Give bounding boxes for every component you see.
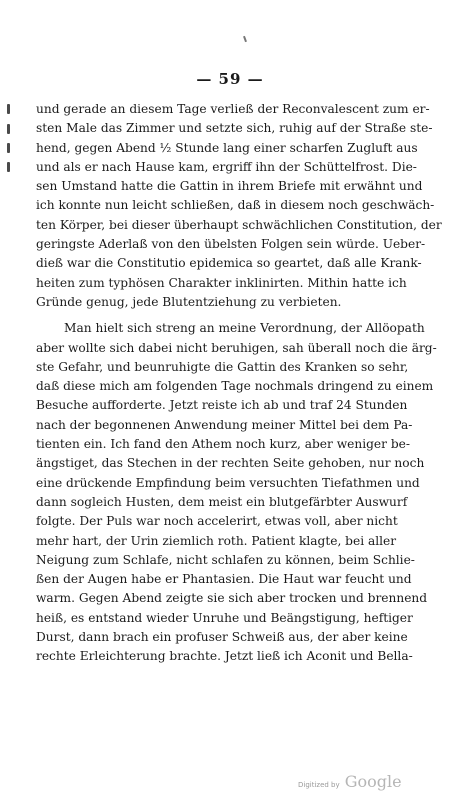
text-line: nach der begonnenen Anwendung meiner Mittel bei dem Pa- [36, 417, 413, 432]
text-line: Man hielt sich streng an meine Verordnung, der Allöopath [64, 321, 425, 336]
text-line: daß diese mich am folgenden Tage nochmals dringend zu einem [36, 379, 434, 394]
text-line: Neigung zum Schlafe, nicht schlafen zu können, beim Schlie- [36, 552, 415, 567]
text-line: ängstiget, das Stechen in der rechten Seite gehoben, nur noch [36, 456, 425, 471]
text-line: dieß war die Constitutio epidemica so geartet, daß alle Krank- [36, 256, 422, 271]
text-line: und als er nach Hause kam, ergriff ihn der Schüttelfrost. Die- [36, 159, 417, 174]
text-line: heiten zum typhösen Charakter inklinirten. Mithin hatte ich [36, 275, 407, 290]
page-number: — 59 — [196, 70, 264, 88]
text-line: Gründe genug, jede Blutentziehung zu verbieten. [36, 294, 342, 309]
text-line: mehr hart, der Urin ziemlich roth. Patient klagte, bei aller [36, 533, 397, 548]
text-line: sten Male das Zimmer und setzte sich, ruhig auf der Straße ste- [36, 121, 433, 136]
text-line: dann sogleich Husten, dem meist ein blutgefärbter Auswurf [36, 494, 408, 509]
text-line: warm. Gegen Abend zeigte sie sich aber trocken und brennend [36, 591, 428, 606]
text-line: Durst, dann brach ein profuser Schweiß aus, der aber keine [36, 630, 408, 645]
margin-mark [7, 124, 10, 134]
text-line: folgte. Der Puls war noch accelerirt, etwas voll, aber nicht [36, 514, 398, 529]
margin-mark [7, 143, 10, 153]
text-line: hend, gegen Abend ½ Stunde lang einer scharfen Zugluft aus [36, 140, 418, 155]
google-logo: Google [344, 772, 402, 791]
paragraph-1 [36, 100, 442, 312]
text-line: Besuche aufforderte. Jetzt reiste ich ab und traf 24 Stunden [36, 398, 408, 413]
margin-mark [7, 162, 10, 172]
text-line: ich konnte nun leicht schließen, daß in diesem noch geschwäch- [36, 198, 435, 213]
text-line: aber wollte sich dabei nicht beruhigen, sah überall noch die ärg- [36, 340, 437, 355]
text-line: rechte Erleichterung brachte. Jetzt ließ ich Aconit und Bella- [36, 649, 413, 664]
text-line: ßen der Augen habe er Phantasien. Die Haut war feucht und [36, 572, 412, 587]
text-line: ste Gefahr, und beunruhigte die Gattin des Kranken so sehr, [36, 359, 409, 374]
margin-mark [7, 104, 10, 114]
paragraph-2 [36, 319, 437, 666]
corner-speck [243, 36, 247, 42]
text-line: geringste Aderlaß von den übelsten Folgen sein würde. Ueber- [36, 237, 426, 252]
text-line: und gerade an diesem Tage verließ der Reconvalescent zum er- [36, 102, 430, 116]
text-line: eine drückende Empfindung beim versuchten Tiefathmen und [36, 475, 420, 490]
body-text [36, 100, 442, 667]
text-line: sen Umstand hatte die Gattin in ihrem Briefe mit erwähnt und [36, 179, 423, 194]
text-line: tienten ein. Ich fand den Athem noch kurz, aber weniger be- [36, 437, 410, 452]
text-line: ten Körper, bei dieser überhaupt schwächlichen Constitution, der [36, 217, 442, 232]
digitization-watermark [298, 772, 402, 791]
text-line: heiß, es entstand wieder Unruhe und Beängstigung, heftiger [36, 610, 413, 625]
digitized-by-label: Digitized by [298, 781, 340, 789]
